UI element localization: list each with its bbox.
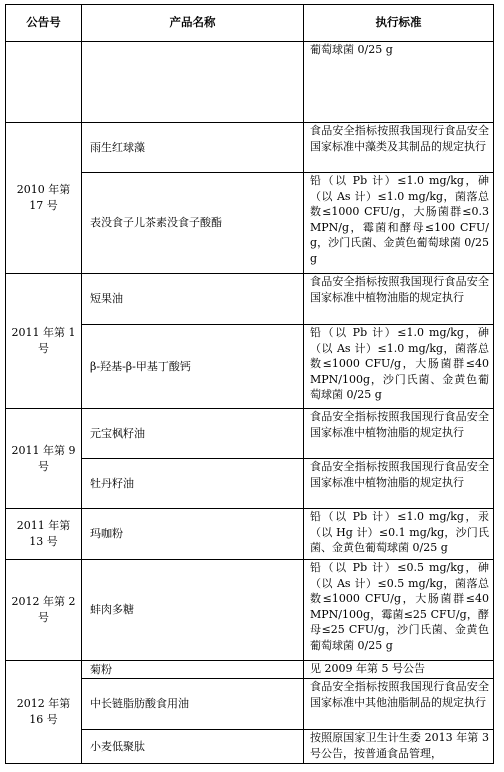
announcement-cell: 2011 年第 13 号 [6,509,82,560]
table-row [6,409,494,459]
standard-cell: 食品安全指标按照我国现行食品安全国家标准中植物油脂的规定执行 [304,274,494,325]
announcement-cell: 2012 年第 16 号 [6,661,82,764]
product-name-cell: β-羟基-β-甲基丁酸钙 [82,325,304,409]
header-product-name: 产品名称 [82,5,304,42]
standard-cell: 铅（以 Pb 计）≤1.0 mg/kg，砷（以 As 计）≤1.0 mg/kg，菌落总数≤1000 CFU/g，大肠菌群≤0.3 MPN/g，霉菌和酵母≤100 CFU/g，沙门氏菌、金黄色葡萄球菌 0/25 g [304,173,494,274]
standards-table [5,4,494,764]
product-name-cell [82,42,304,123]
announcement-cell: 2010 年第 17 号 [6,123,82,274]
standard-cell: 铅（以 Pb 计）≤1.0 mg/kg，汞（以 Hg 计）≤0.1 mg/kg，沙门氏菌、金黄色葡萄球菌 0/25 g [304,509,494,560]
announcement-cell: 2012 年第 2 号 [6,560,82,661]
announcement-cell [6,42,82,123]
table-row [6,42,494,123]
standard-cell: 按照原国家卫生计生委 2013 年第 3 号公告，按普通食品管理， [304,730,494,764]
standard-cell: 见 2009 年第 5 号公告 [304,661,494,679]
product-name-cell: 菊粉 [82,661,304,679]
header-standard: 执行标准 [304,5,494,42]
announcement-cell: 2011 年第 1 号 [6,274,82,409]
table-row [6,560,494,661]
standard-cell: 铅（以 Pb 计）≤1.0 mg/kg，砷（以 As 计）≤1.0 mg/kg，菌落总数≤1000 CFU/g，大肠菌群≤40 MPN/100g，沙门氏菌、金黄色葡萄球菌 0/25 g [304,325,494,409]
standard-cell: 葡萄球菌 0/25 g [304,42,494,123]
table-row [6,661,494,679]
product-name-cell: 元宝枫籽油 [82,409,304,459]
product-name-cell: 玛咖粉 [82,509,304,560]
product-name-cell: 雨生红球藻 [82,123,304,173]
product-name-cell: 表没食子儿茶素没食子酸酯 [82,173,304,274]
announcement-cell: 2011 年第 9 号 [6,409,82,509]
standard-cell: 食品安全指标按照我国现行食品安全国家标准中植物油脂的规定执行 [304,459,494,509]
standard-cell: 铅（以 Pb 计）≤0.5 mg/kg，砷（以 As 计）≤0.5 mg/kg，菌落总数≤1000 CFU/g，大肠菌群≤40 MPN/100g，霉菌≤25 CFU/g，酵母≤25 CFU/g，沙门氏菌、金黄色葡萄球菌 0/25 g [304,560,494,661]
standard-cell: 食品安全指标按照我国现行食品安全国家标准中植物油脂的规定执行 [304,409,494,459]
table-row [6,509,494,560]
standard-cell: 食品安全指标按照我国现行食品安全国家标准中其他油脂制品的规定执行 [304,679,494,730]
header-announcement-no: 公告号 [6,5,82,42]
product-name-cell: 中长链脂肪酸食用油 [82,679,304,730]
product-name-cell: 小麦低聚肽 [82,730,304,764]
product-name-cell: 短果油 [82,274,304,325]
table-header-row [6,5,494,42]
standard-cell: 食品安全指标按照我国现行食品安全国家标准中藻类及其制品的规定执行 [304,123,494,173]
product-name-cell: 牡丹籽油 [82,459,304,509]
product-name-cell: 蚌肉多糖 [82,560,304,661]
table-row [6,123,494,173]
table-row [6,274,494,325]
